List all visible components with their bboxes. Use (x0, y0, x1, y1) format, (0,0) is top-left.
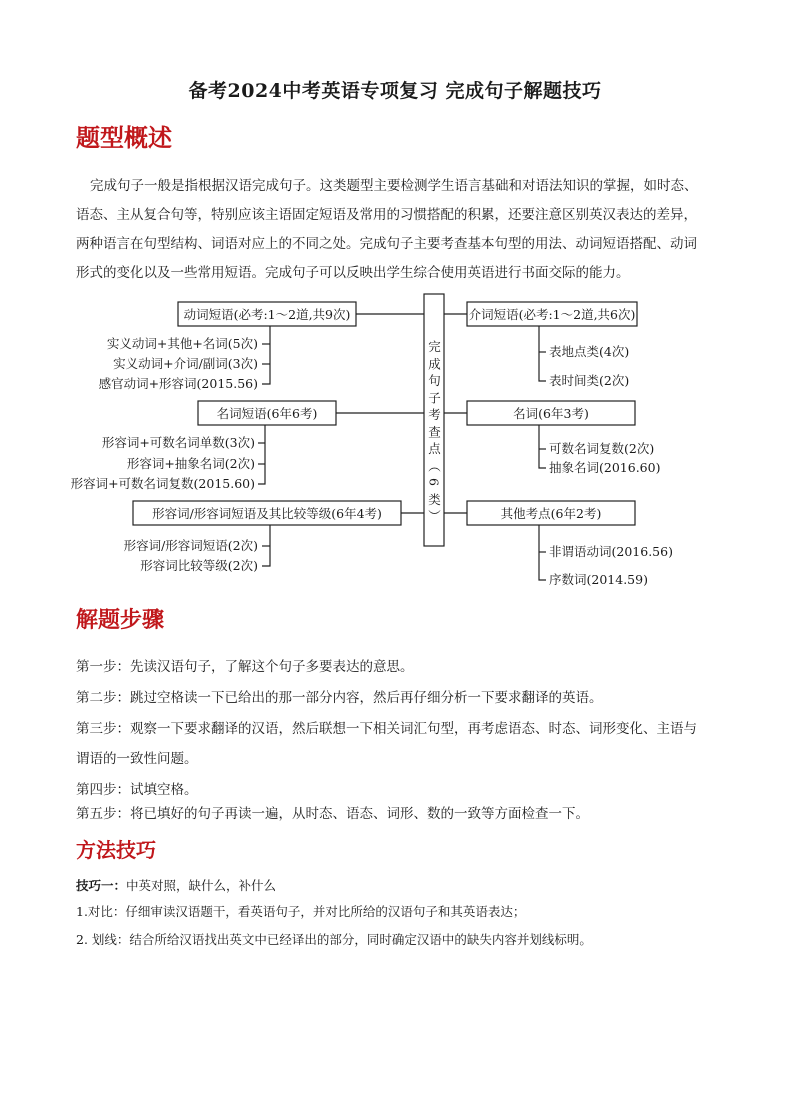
center-label: 完成句子考查点（ 6 类） (426, 339, 442, 523)
right-item: 抽象名词(2016.60) (549, 460, 661, 475)
step-2: 第二步：跳过空格读一下已给出的那一部分内容，然后再仔细分析一下要求翻译的英语。 (76, 690, 603, 706)
right-box-label: 名词(6年3考) (513, 406, 589, 421)
exam-points-diagram (0, 290, 790, 590)
right-item: 表地点类(4次) (549, 344, 630, 359)
left-item: 实义动词+其他+名词(5次) (106, 336, 258, 351)
overview-line: 完成句子一般是指根据汉语完成句子。这类题型主要检测学生语言基础和对语法知识的掌握，如时态、 (90, 178, 698, 194)
right-item: 非谓语动词(2016.56) (549, 544, 673, 559)
left-item: 形容词+可数名词单数(3次) (101, 435, 255, 450)
right-item: 表时间类(2次) (549, 373, 630, 388)
step-4: 第四步：试填空格。 (76, 782, 198, 798)
method-item-1: 1.对比：仔细审读汉语题干，看英语句子，并对比所给的汉语句子和其英语表达； (76, 904, 526, 919)
page-title: 备考2024中考英语专项复习 完成句子解题技巧 (188, 80, 602, 102)
right-box-label: 介词短语(必考:1～2道,共6次) (468, 307, 636, 322)
right-item: 序数词(2014.59) (549, 572, 648, 587)
tip-1 (76, 876, 726, 894)
overview-paragraph (76, 172, 716, 288)
methods-heading: 方法技巧 (76, 838, 156, 862)
step-3-continued: 谓语的一致性问题。 (76, 751, 198, 767)
step-3: 第三步：观察一下要求翻译的汉语，然后联想一下相关词汇句型，再考虑语态、时态、词形变化、主语与 (76, 721, 697, 737)
tip-1-text: 中英对照，缺什么，补什么 (126, 878, 277, 893)
method-item-2: 2. 划线：结合所给汉语找出英文中已经译出的部分，同时确定汉语中的缺失内容并划线标明。 (76, 932, 592, 947)
left-item: 感官动词+形容词(2015.56) (98, 376, 258, 391)
left-box-label: 形容词/形容词短语及其比较等级(6年4考) (152, 506, 382, 521)
overview-line: 语态、主从复合句等，特别应该主语固定短语及常用的习惯搭配的积累，还要注意区别英汉表达的差异， (76, 207, 697, 223)
step-1: 第一步：先读汉语句子，了解这个句子多要表达的意思。 (76, 659, 414, 675)
left-box-label: 名词短语(6年6考) (216, 406, 318, 421)
overview-line: 形式的变化以及一些常用短语。完成句子可以反映出学生综合使用英语进行书面交际的能力。 (76, 265, 630, 281)
left-item: 实义动词+介词/副词(3次) (113, 356, 258, 371)
left-item: 形容词/形容词短语(2次) (123, 538, 258, 553)
steps-heading: 解题步骤 (76, 607, 165, 633)
overview-line: 两种语言在句型结构、词语对应上的不同之处。完成句子主要考查基本句型的用法、动词短语搭配、动词 (76, 236, 697, 252)
right-box-label: 其他考点(6年2考) (500, 506, 602, 521)
right-item: 可数名词复数(2次) (549, 441, 655, 456)
left-box-label: 动词短语(必考:1～2道,共9次) (183, 307, 351, 322)
left-item: 形容词+可数名词复数(2015.60) (70, 476, 255, 491)
tip-1-label: 技巧一： (76, 878, 127, 893)
step-5: 第五步：将已填好的句子再读一遍，从时态、语态、词形、数的一致等方面检查一下。 (76, 806, 589, 822)
left-item: 形容词比较等级(2次) (140, 558, 258, 573)
left-item: 形容词+抽象名词(2次) (126, 456, 255, 471)
overview-heading: 题型概述 (76, 123, 172, 152)
